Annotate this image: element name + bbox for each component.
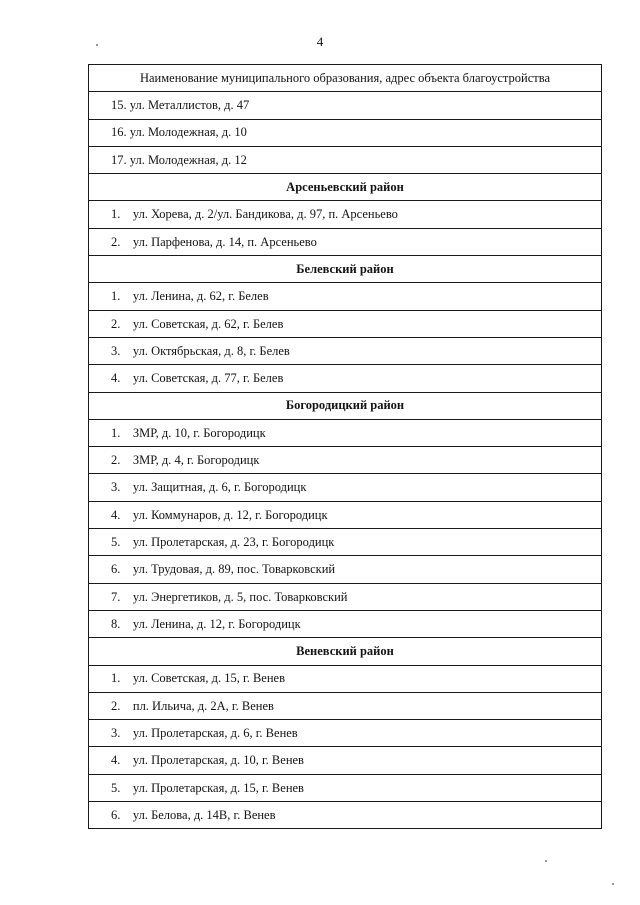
address-cell: 2. пл. Ильича, д. 2А, г. Венев xyxy=(89,692,602,719)
district-heading-row xyxy=(89,392,602,419)
address-cell: 3. ул. Октябрьская, д. 8, г. Белев xyxy=(89,337,602,364)
address-row xyxy=(89,556,602,583)
address-cell: 2. ул. Советская, д. 62, г. Белев xyxy=(89,310,602,337)
district-heading-row xyxy=(89,256,602,283)
address-row xyxy=(89,447,602,474)
address-row xyxy=(89,474,602,501)
table-header-row xyxy=(89,65,602,92)
address-cell: 5. ул. Пролетарская, д. 23, г. Богородицк xyxy=(89,529,602,556)
address-row xyxy=(89,529,602,556)
address-cell: 4. ул. Советская, д. 77, г. Белев xyxy=(89,365,602,392)
district-heading-row xyxy=(89,638,602,665)
address-row xyxy=(89,419,602,446)
page-number: 4 xyxy=(316,34,324,49)
address-cell: 8. ул. Ленина, д. 12, г. Богородицк xyxy=(89,610,602,637)
address-row xyxy=(89,665,602,692)
scan-speck xyxy=(545,860,547,862)
address-row xyxy=(89,720,602,747)
address-row xyxy=(89,583,602,610)
district-heading-row xyxy=(89,174,602,201)
address-cell: 2. ул. Парфенова, д. 14, п. Арсеньево xyxy=(89,228,602,255)
address-row xyxy=(89,310,602,337)
address-cell: 7. ул. Энергетиков, д. 5, пос. Товарковский xyxy=(89,583,602,610)
address-row xyxy=(89,119,602,146)
address-row xyxy=(89,610,602,637)
district-name: Веневский район xyxy=(89,638,602,665)
table-header-cell: Наименование муниципального образования, адрес объекта благоустройства xyxy=(89,65,602,92)
address-row xyxy=(89,774,602,801)
scan-speck xyxy=(612,883,614,885)
address-cell: 6. ул. Трудовая, д. 89, пос. Товарковский xyxy=(89,556,602,583)
address-cell: 2. ЗМР, д. 4, г. Богородицк xyxy=(89,447,602,474)
address-table xyxy=(88,64,602,829)
address-cell: 3. ул. Пролетарская, д. 6, г. Венев xyxy=(89,720,602,747)
address-cell: 16. ул. Молодежная, д. 10 xyxy=(89,119,602,146)
address-cell: 6. ул. Белова, д. 14В, г. Венев xyxy=(89,802,602,829)
address-row xyxy=(89,747,602,774)
address-cell: 5. ул. Пролетарская, д. 15, г. Венев xyxy=(89,774,602,801)
address-cell: 4. ул. Коммунаров, д. 12, г. Богородицк xyxy=(89,501,602,528)
address-row xyxy=(89,501,602,528)
address-row xyxy=(89,146,602,173)
address-table-body xyxy=(89,65,602,829)
district-name: Богородицкий район xyxy=(89,392,602,419)
address-row xyxy=(89,228,602,255)
address-cell: 1. ул. Советская, д. 15, г. Венев xyxy=(89,665,602,692)
address-cell: 4. ул. Пролетарская, д. 10, г. Венев xyxy=(89,747,602,774)
address-row xyxy=(89,92,602,119)
address-cell: 1. ЗМР, д. 10, г. Богородицк xyxy=(89,419,602,446)
district-name: Белевский район xyxy=(89,256,602,283)
address-cell: 3. ул. Защитная, д. 6, г. Богородицк xyxy=(89,474,602,501)
district-name: Арсеньевский район xyxy=(89,174,602,201)
address-row xyxy=(89,337,602,364)
address-cell: 1. ул. Хорева, д. 2/ул. Бандикова, д. 97, п. Арсеньево xyxy=(89,201,602,228)
address-row xyxy=(89,365,602,392)
address-row xyxy=(89,283,602,310)
address-cell: 1. ул. Ленина, д. 62, г. Белев xyxy=(89,283,602,310)
address-cell: 15. ул. Металлистов, д. 47 xyxy=(89,92,602,119)
address-row xyxy=(89,802,602,829)
scan-speck xyxy=(96,44,98,46)
address-row xyxy=(89,201,602,228)
address-cell: 17. ул. Молодежная, д. 12 xyxy=(89,146,602,173)
address-row xyxy=(89,692,602,719)
